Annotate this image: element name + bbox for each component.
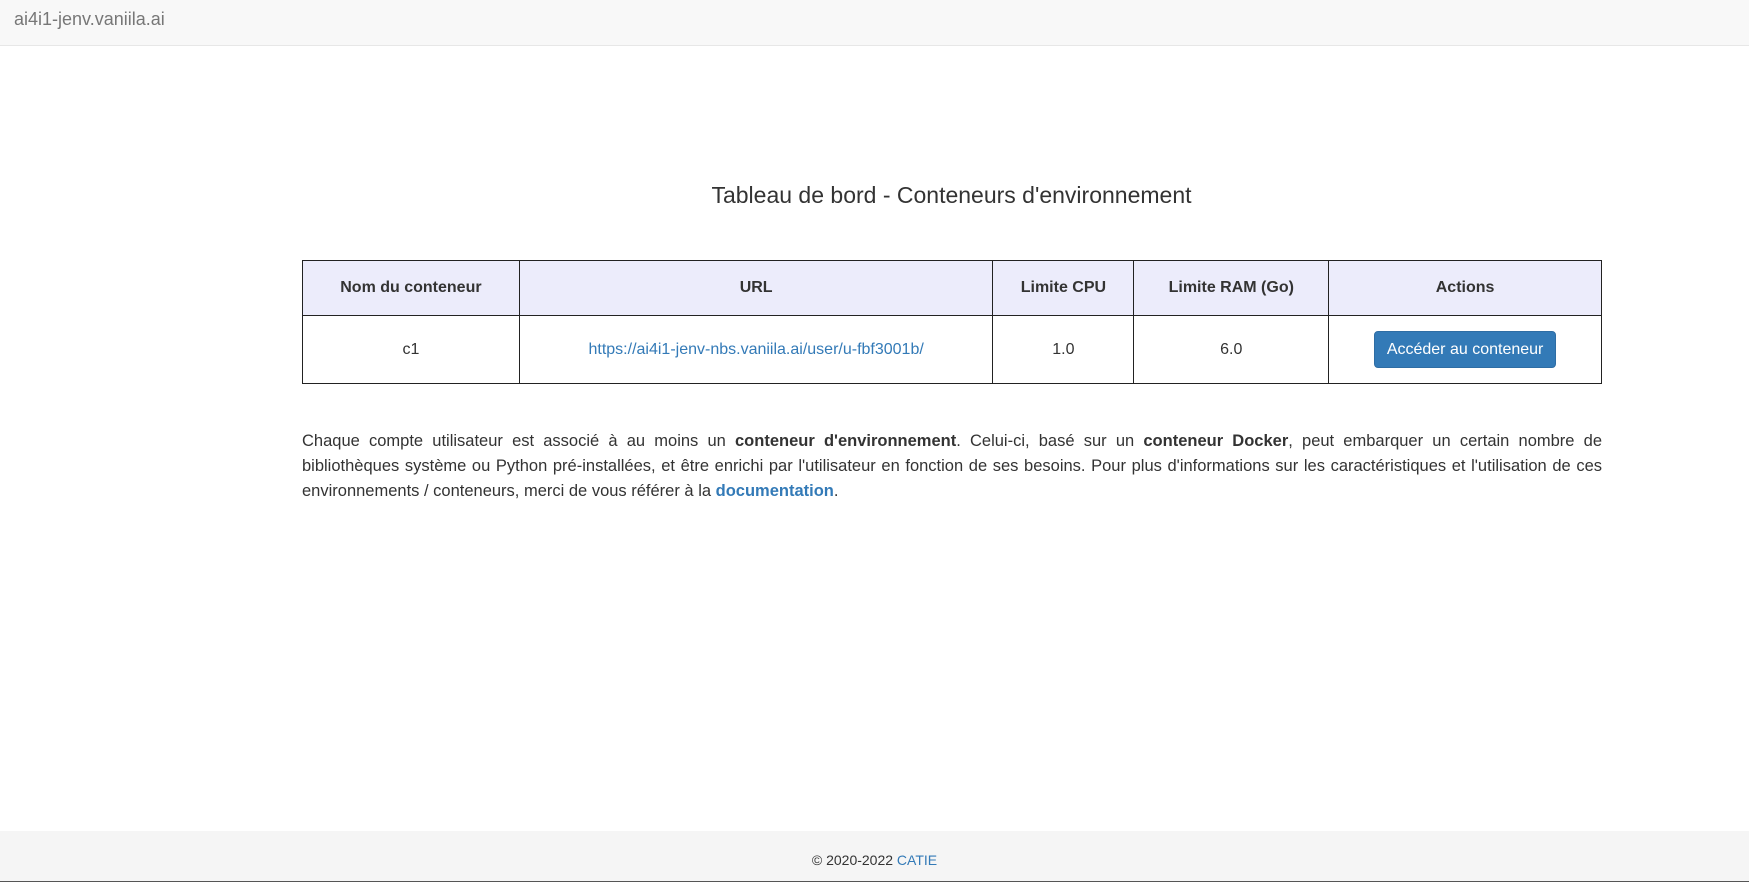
page-footer	[0, 831, 1749, 882]
access-container-button[interactable]: Accéder au conteneur	[1374, 331, 1557, 368]
description-paragraph	[302, 429, 1602, 504]
description-bold-1: conteneur d'environnement	[735, 432, 957, 450]
header-ram-limit: Limite RAM (Go)	[1134, 261, 1329, 316]
description-text-1: Chaque compte utilisateur est associé à au moins un	[302, 432, 735, 450]
table-row	[303, 316, 1602, 384]
table-header-row	[303, 261, 1602, 316]
cell-cpu-limit: 1.0	[993, 316, 1134, 384]
containers-table-wrapper	[302, 260, 1602, 384]
cell-container-name: c1	[303, 316, 520, 384]
container-url-link[interactable]: https://ai4i1-jenv-nbs.vaniila.ai/user/u-fbf3001b/	[588, 340, 924, 358]
header-cpu-limit: Limite CPU	[993, 261, 1134, 316]
description-text-4: .	[833, 482, 839, 500]
cell-actions	[1329, 316, 1602, 384]
description-text-2: . Celui-ci, basé sur un	[956, 432, 1144, 450]
cell-url	[519, 316, 993, 384]
containers-table	[302, 260, 1602, 384]
header-container-name: Nom du conteneur	[303, 261, 520, 316]
footer-copyright: © 2020-2022	[811, 852, 897, 868]
description-bold-2: conteneur Docker	[1143, 432, 1289, 450]
header-url: URL	[519, 261, 993, 316]
documentation-link[interactable]: documentation	[715, 482, 834, 500]
footer-catie-link[interactable]: CATIE	[896, 852, 938, 868]
brand-link[interactable]: ai4i1-jenv.vaniila.ai	[14, 9, 165, 29]
page-title: Tableau de bord - Conteneurs d'environnement	[711, 182, 1192, 208]
header-actions: Actions	[1329, 261, 1602, 316]
top-navbar	[0, 0, 1749, 46]
cell-ram-limit: 6.0	[1134, 316, 1329, 384]
description-text-3: , peut embarquer un certain nombre de bibliothèques système ou Python pré-installées, et être enrichi par l'utilisateur en fonction de ses besoins. Pour plus d'informations sur les caractéristiques et l'utilisation de ces environnements / conteneurs, merci de vous référer à la	[302, 432, 1602, 500]
